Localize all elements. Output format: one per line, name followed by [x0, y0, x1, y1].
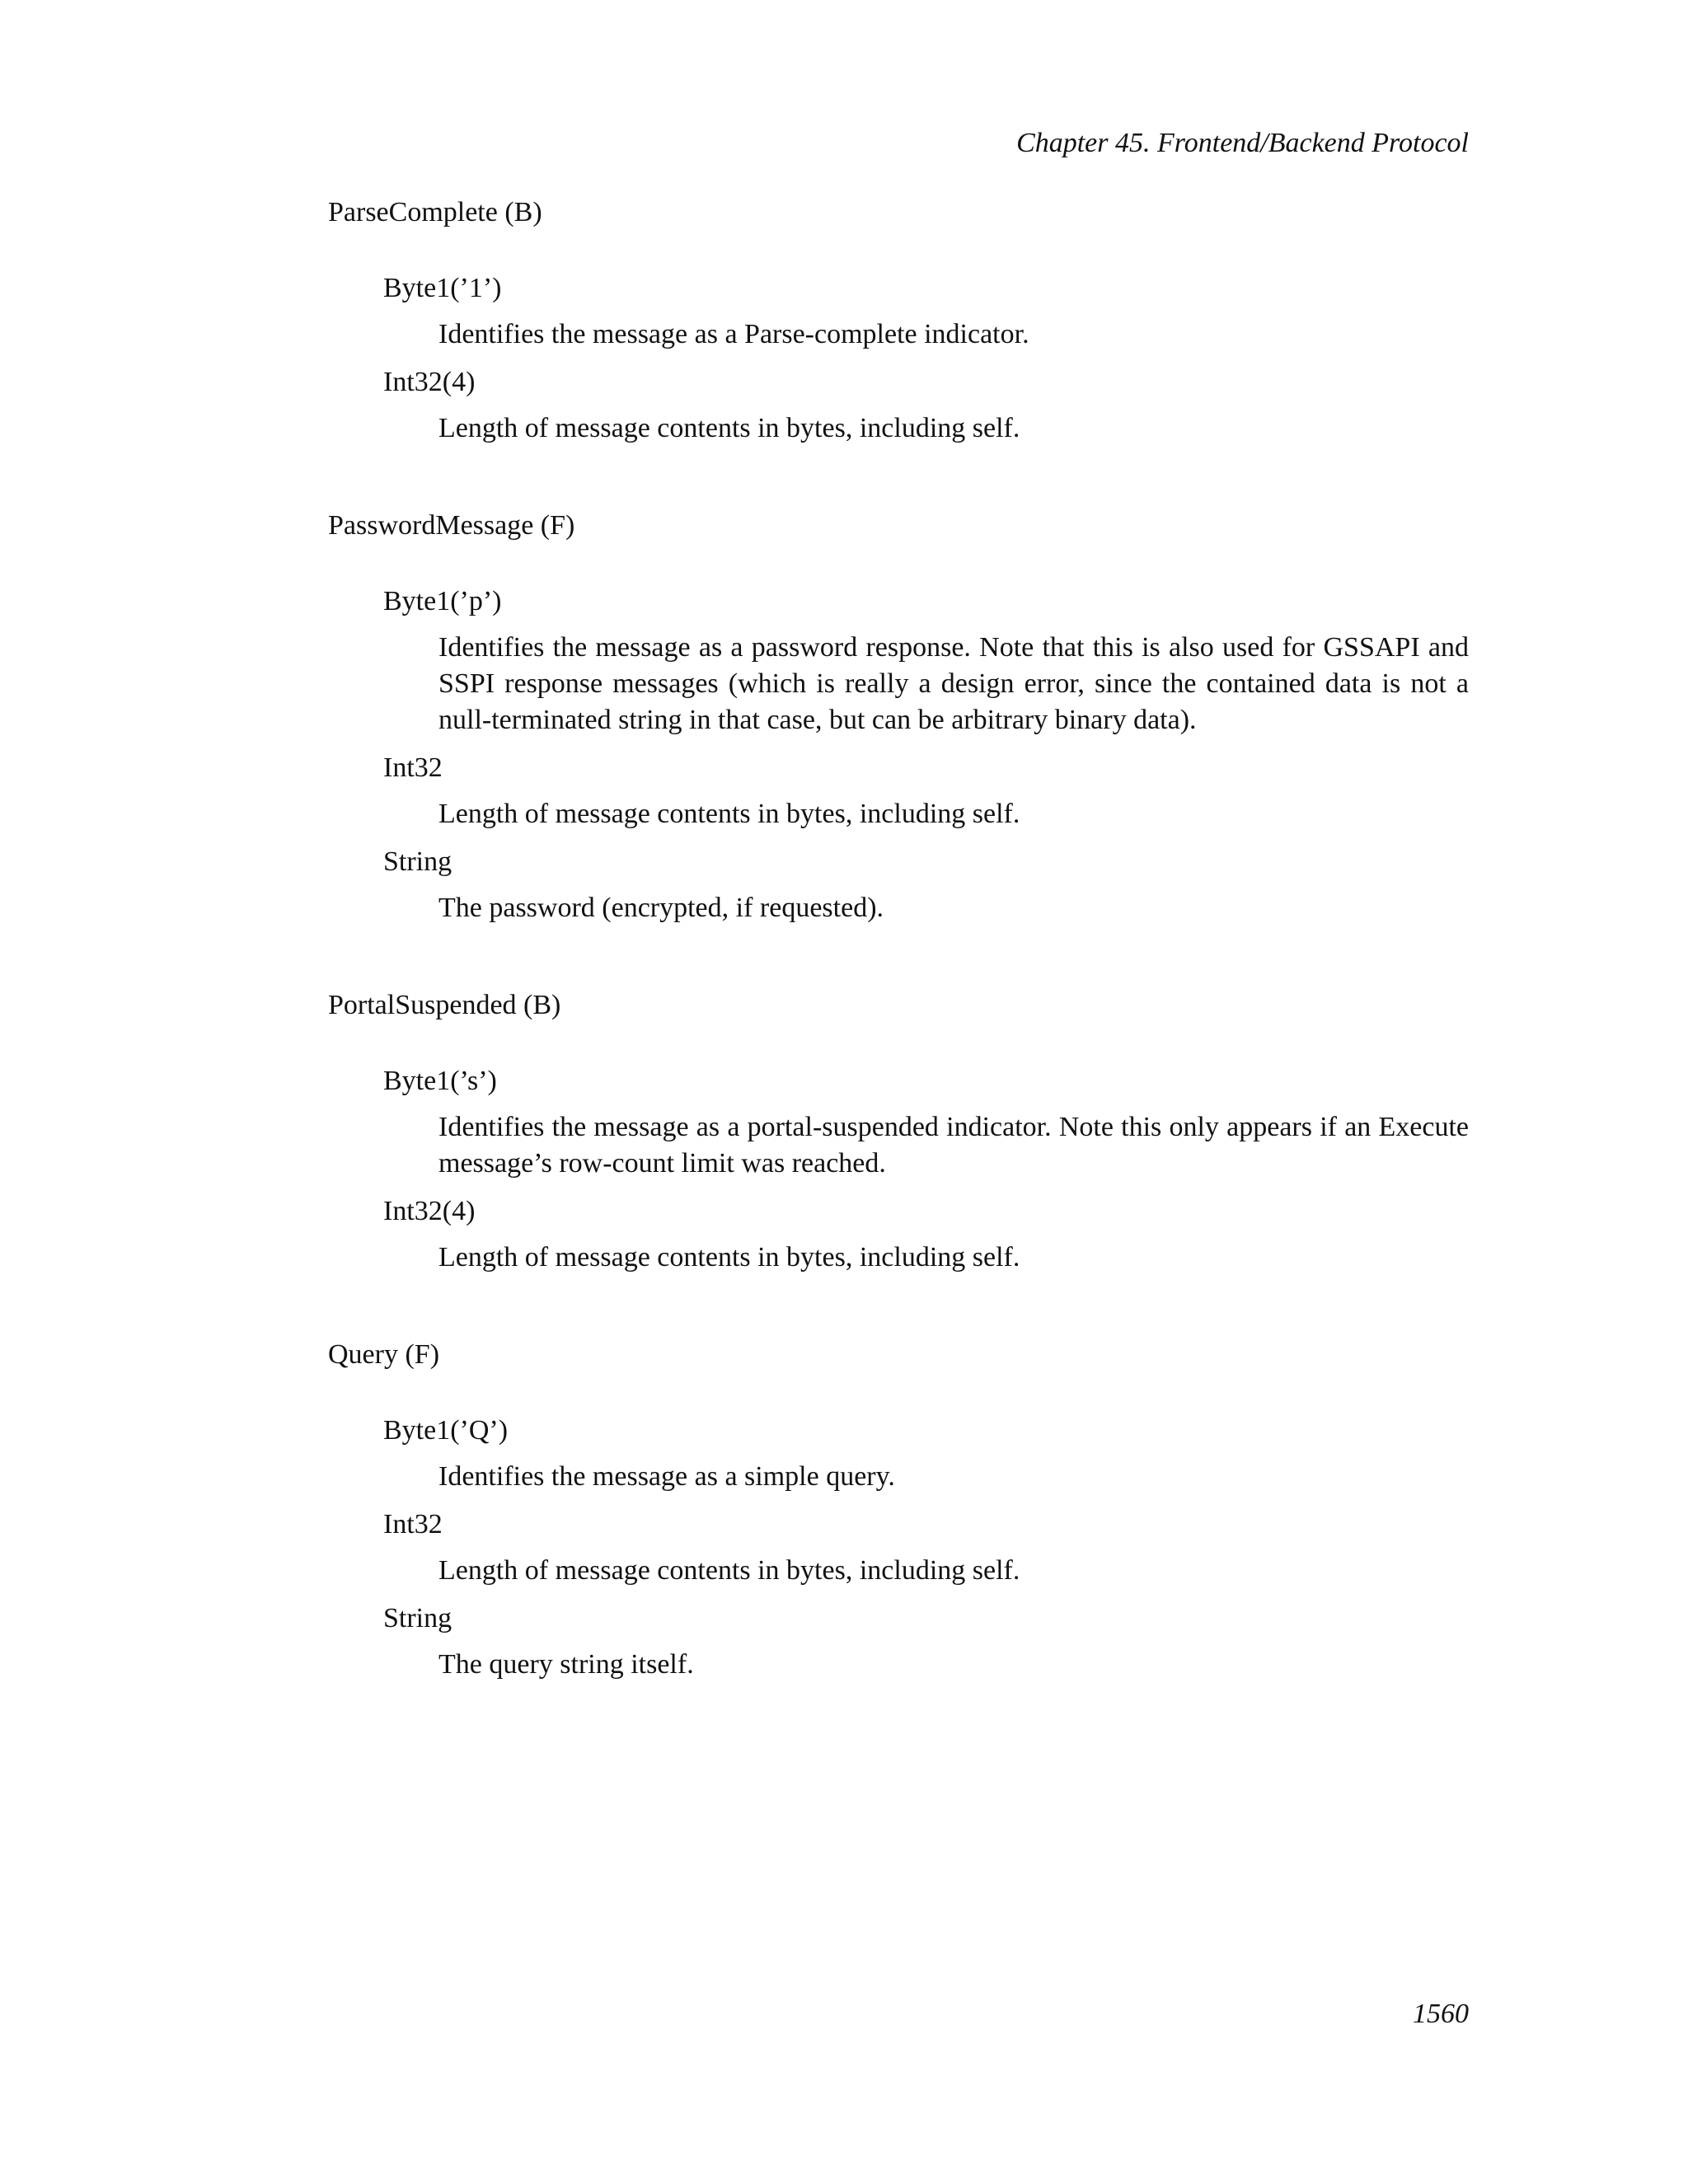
field-description: Identifies the message as a password response. Note that this is also used for GSSAPI and SSPI response messages (which is really a design error, since the contained data is not a null-terminated string in that case, but can be arbitrary binary data).: [438, 632, 1469, 735]
field-description: Identifies the message as a Parse-complete indicator.: [438, 319, 1029, 349]
message-entry: [328, 986, 1469, 1276]
field-name: String: [383, 846, 452, 877]
message-field: [383, 363, 1469, 447]
field-name: Int32(4): [383, 1196, 476, 1226]
field-name: Byte1(’Q’): [383, 1415, 509, 1446]
message-entry: [328, 1335, 1469, 1683]
field-description: Identifies the message as a simple query.: [438, 1461, 895, 1492]
message-field: [383, 1599, 1469, 1683]
message-title: ParseComplete (B): [328, 197, 542, 227]
page-number: 1560: [1413, 1999, 1469, 2029]
message-field: [383, 1411, 1469, 1495]
field-name: Byte1(’1’): [383, 273, 502, 303]
message-entry: [328, 506, 1469, 926]
message-entry: [328, 193, 1469, 447]
message-title: PasswordMessage (F): [328, 510, 575, 541]
message-field: [383, 842, 1469, 926]
message-field: [383, 1505, 1469, 1589]
field-description: The query string itself.: [438, 1649, 694, 1680]
message-definitions: [328, 193, 1469, 1742]
message-title: PortalSuspended (B): [328, 990, 561, 1020]
field-name: Int32: [383, 752, 443, 783]
field-description: Identifies the message as a portal-suspended indicator. Note this only appears if an Execute message’s row-count limit was reached.: [438, 1112, 1469, 1179]
message-field: [383, 1062, 1469, 1182]
field-name: Int32: [383, 1509, 443, 1540]
field-description: Length of message contents in bytes, including self.: [438, 413, 1020, 443]
message-field: [383, 1192, 1469, 1276]
field-description: Length of message contents in bytes, including self.: [438, 1555, 1020, 1586]
message-title: Query (F): [328, 1339, 440, 1370]
message-field: [383, 269, 1469, 353]
message-field: [383, 582, 1469, 738]
field-name: String: [383, 1603, 452, 1633]
field-description: Length of message contents in bytes, including self.: [438, 1242, 1020, 1272]
running-header: Chapter 45. Frontend/Backend Protocol: [1016, 128, 1469, 158]
message-field: [383, 748, 1469, 832]
field-description: The password (encrypted, if requested).: [438, 893, 884, 923]
field-name: Byte1(’s’): [383, 1066, 497, 1096]
field-name: Int32(4): [383, 367, 476, 397]
field-name: Byte1(’p’): [383, 586, 502, 616]
field-description: Length of message contents in bytes, including self.: [438, 799, 1020, 829]
